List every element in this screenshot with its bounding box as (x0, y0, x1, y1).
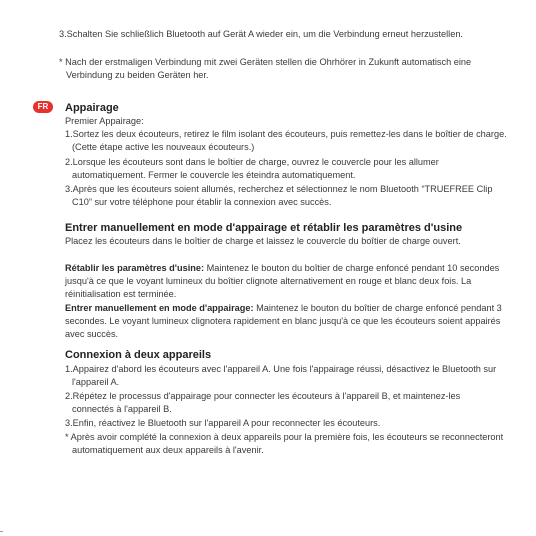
factory-reset-text (65, 262, 505, 300)
two-devices-step-3: 3.Enfin, réactivez le Bluetooth sur l'appareil A pour reconnecter les écouteurs. (65, 418, 381, 428)
manual-mode-intro: Placez les écouteurs dans le boîtier de charge et laissez le couvercle du boîtier de charge ouvert. (65, 236, 461, 246)
pairing-step-3: 3.Après que les écouteurs soient allumés, recherchez et sélectionnez le nom Bluetooth “TRUEFREE Clip C10” sur votre téléphone pour établir la connexion avec succès. (65, 184, 493, 207)
factory-reset-label: Rétablir les paramètres d'usine: (65, 263, 205, 273)
de-step-3: 3.Schalten Sie schließlich Bluetooth auf Gerät A wieder ein, um die Verbindung erneut herzustellen. (59, 29, 463, 39)
two-devices-note: * Après avoir complété la connexion à deux appareils pour la première fois, les écouteurs se reconnecteront automatiquement aux deux appareils à l'avenir. (65, 432, 504, 455)
pairing-title: Appairage (65, 102, 119, 114)
manual-pairing-label: Entrer manuellement en mode d'appairage: (65, 303, 254, 313)
pairing-step-2: 2.Lorsque les écouteurs sont dans le boîtier de charge, ouvrez le couvercle pour les allumer automatiquement. Fermer le couvercle les éteindra automatiquement. (65, 157, 439, 180)
manual-pairing-instructions: Maintenez le bouton du boîtier de charge enfoncé pendant 3 secondes. Le voyant lumineux clignotera rapidement en blanc jusqu'à ce que les écouteurs soient appairés avec succès. (65, 303, 502, 339)
pairing-subtitle: Premier Appairage: (65, 116, 144, 126)
de-note: * Nach der erstmaligen Verbindung mit zwei Geräten stellen die Ohrhörer in Zukunft automatisch eine Verbindung zu beiden Geräten her. (59, 57, 472, 80)
language-badge-fr: FR (33, 101, 53, 113)
page-edge-mark (0, 531, 3, 532)
pairing-step-1: 1.Sortez les deux écouteurs, retirez le film isolant des écouteurs, puis remettez-les dans le boîtier de charge. (Cette étape active les nouveaux écouteurs.) (65, 129, 507, 152)
two-devices-step-1: 1.Appairez d'abord les écouteurs avec l'appareil A. Une fois l'appairage réussi, désactivez le Bluetooth sur l'appareil A. (65, 364, 497, 387)
two-devices-step-2: 2.Répétez le processus d'appairage pour connecter les écouteurs à l'appareil B, et maintenez-les connectés à l'appareil B. (65, 391, 461, 414)
factory-reset-instructions: Maintenez le bouton du boîtier de charge enfoncé pendant 10 secondes jusqu'à ce que le voyant lumineux du boîtier clignote alternativement en rouge et blanc deux fois. La réinitialisation est terminée. (65, 263, 500, 299)
two-devices-title: Connexion à deux appareils (65, 349, 212, 361)
manual-mode-title: Entrer manuellement en mode d'appairage et rétablir les paramètres d'usine (65, 222, 463, 234)
manual-pairing-text (65, 302, 515, 340)
